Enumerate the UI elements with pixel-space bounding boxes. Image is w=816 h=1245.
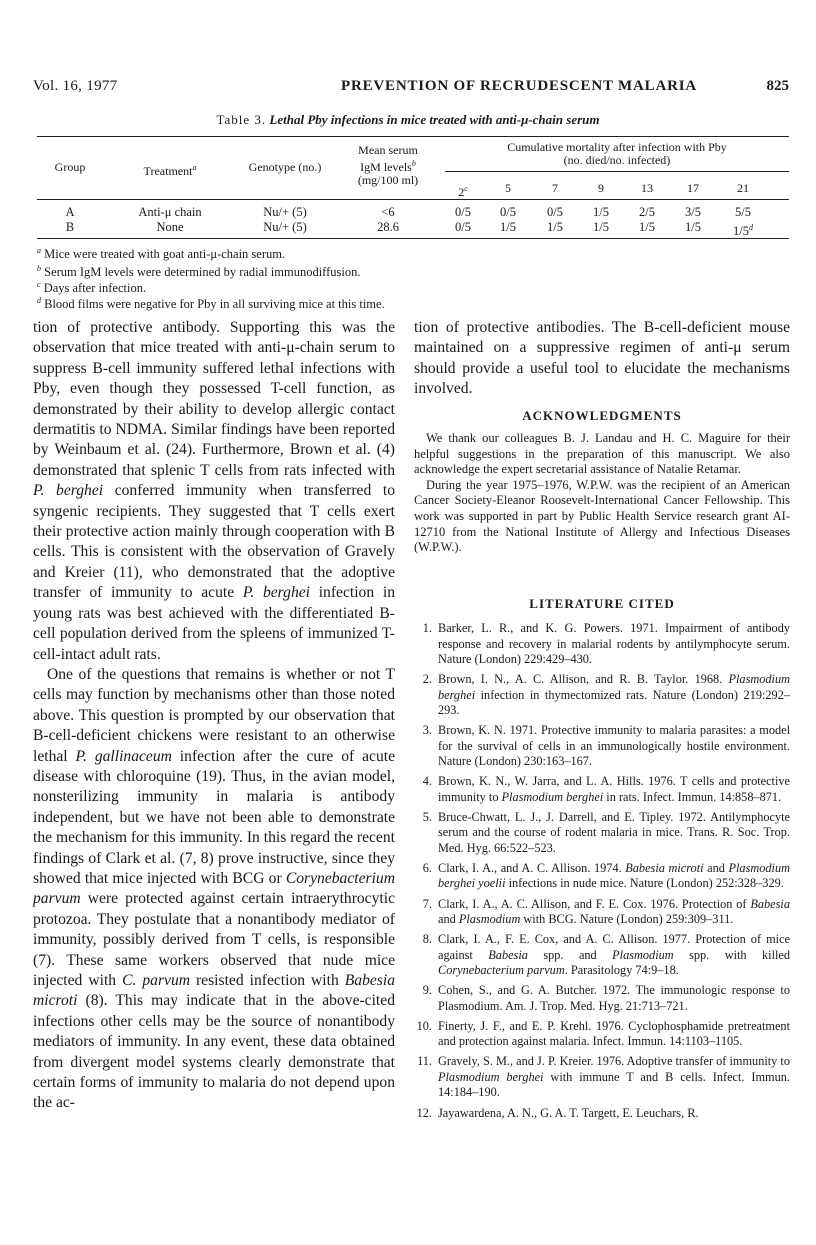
table-bottom-rule <box>37 238 789 239</box>
header-day: 21 <box>737 181 749 195</box>
reference-list <box>414 621 790 1126</box>
table-footnote: $^b$ Serum IgM levels were determined by radial immunodiffusion. <box>37 264 361 280</box>
reference-item: 11. Gravely, S. M., and J. P. Kreier. 1976. Adoptive transfer of immunity to Plasmodium berghei with immune T and B cells. Infect. Immun. 14:184–190. <box>417 1054 790 1100</box>
table-caption <box>0 112 816 128</box>
table-cell: 1/5 <box>639 220 655 234</box>
literature-heading: LITERATURE CITED <box>529 596 675 611</box>
table-footnote: $^d$ Blood films were negative for Pby in all surviving mice at this time. <box>37 296 385 312</box>
reference-item: 8. Clark, I. A., F. E. Cox, and A. C. Allison. 1977. Protection of mice against Babesia spp. and Plasmodium spp. with killed Corynebacterium parvum. Parasitology 74:9–18. <box>422 932 791 978</box>
table-header-rule <box>37 199 789 200</box>
reference-item: 10. Finerty, J. F., and E. P. Krehl. 1976. Cyclophosphamide pretreatment and protection against malaria. Infect. Immun. 14:1103–1105. <box>416 1018 790 1049</box>
body-paragraph: tion of protective antibody. Supporting this was the observation that mice treated with anti-μ-chain serum to suppress B-cell immunity suffered lethal infections with Pby, even though they possessed T-cell function, as demonstrated by their ability to develop allergic contact dermatitis to NDMA. Similar findings have been reported by Weinbaum et al. (24). Furthermore, Brown et al. (4) demonstrated that splenic T cells from rats infected with P. berghei conferred immunity when transferred to syngenic recipients. They suggested that T cells exert their protective action mainly through cooperation with B cells. This is consistent with the observation of Gravely and Kreier (11), who demonstrated that the adoptive transfer of immunity to acute P. berghei infection in young rats was best achieved with the differentiated B-cell population derived from the spleens of immunized T-cell-intact adult rats. <box>33 319 395 663</box>
reference-item: 3. Brown, K. N. 1971. Protective immunity to malaria parasites: a model for the survival of cells in an immunologically hostile environment. Nature (London) 230:163–167. <box>422 723 790 769</box>
header-group: Group <box>54 160 86 174</box>
page-number: 825 <box>766 78 789 94</box>
table-cell: None <box>156 220 184 234</box>
body-left-column <box>33 318 395 1114</box>
table-label: Table 3. <box>216 112 267 127</box>
header-day: 7 <box>552 181 558 195</box>
reference-item: 1. Barker, L. R., and K. G. Powers. 1971. Impairment of antibody response and recovery in malarial rodents by antilymphocyte serum. Nature (London) 229:429–430. <box>422 621 790 666</box>
mortality-subrule <box>445 171 789 172</box>
header-day: 17 <box>687 181 699 195</box>
table-cell: 1/5 <box>593 205 609 219</box>
table-title: Lethal Pby infections in mice treated with anti-μ-chain serum <box>269 112 600 127</box>
table-cell: 0/5 <box>547 205 563 219</box>
acknowledgments-text <box>414 431 790 556</box>
table-footnote: $^c$ Days after infection. <box>37 280 147 296</box>
reference-item: 12. Jayawardena, A. N., G. A. T. Targett, E. Leuchars, R. <box>416 1105 699 1120</box>
table-cell: 1/5 <box>500 220 516 234</box>
table-cell: 0/5 <box>455 220 471 234</box>
acknowledgments-paragraph: We thank our colleagues B. J. Landau and H. C. Maguire for their helpful suggestions in the preparation of this manuscript. We also acknowledge the expert secretarial assistance of Natalie Retamar. <box>414 431 790 477</box>
table-cell: 0/5 <box>455 205 471 219</box>
header-day: 13 <box>641 181 653 195</box>
running-header <box>33 78 789 100</box>
reference-item: 5. Bruce-Chwatt, L. J., J. Darrell, and E. Tipley. 1972. Antilymphocyte serum and the course of rodent malaria in mice. Trans. R. Soc. Trop. Med. Hyg. 66:522–523. <box>422 809 790 855</box>
body-paragraph: tion of protective antibodies. The B-cell-deficient mouse maintained on a suppressive regimen of anti-μ serum should provide a useful tool to elucidate the mechanisms involved. <box>414 319 790 398</box>
header-mortality: Cumulative mortality after infection with Pby (no. died/no. infected) <box>507 140 727 167</box>
table-cell: 28.6 <box>377 220 399 234</box>
body-right-column <box>414 318 790 400</box>
table-cell: 5/5 <box>735 205 751 219</box>
table-cell: Nu/+ (5) <box>263 220 307 234</box>
table-footnote: $^a$ Mice were treated with goat anti-μ-chain serum. <box>37 246 286 262</box>
table-cell: 1/5 <box>547 220 563 234</box>
body-paragraph: One of the questions that remains is whether or not T cells may function by mechanisms other than those noted above. This question is prompted by our observation that B-cell-deficient chickens were resistant to an otherwise lethal P. gallinaceum infection after the cure of acute disease with chloroquine (19). Thus, in the avian model, nonsterilizing immunity in malaria is antibody independent, but we have not been able to demonstrate the mechanism for this immunity. In this regard the recent findings of Clark et al. (7, 8) prove instructive, since they showed that mice injected with BCG or Corynebacterium parvum were protected against certain intraerythrocytic protozoa. They postulate that a nonantibody mediator of immunity, possibly derived from T cells, is responsible (7). These same workers observed that nude mice injected with C. parvum resisted infection with Babesia microti (8). This may indicate that in the above-cited infections other cells may be the source of nonantibody mediators of immunity. In any event, these data obtained from divergent model systems clearly demonstrate that certain forms of immunity to malaria do not depend upon the ac- <box>33 665 395 1112</box>
acknowledgments-heading: ACKNOWLEDGMENTS <box>522 408 682 423</box>
reference-item: 2. Brown, I. N., A. C. Allison, and R. B. Taylor. 1968. Plasmodium berghei infection in thymectomized rats. Nature (London) 219:292–293. <box>422 672 790 718</box>
volume-label: Vol. 16, 1977 <box>33 78 118 94</box>
header-day: 2$^c$ <box>458 184 468 199</box>
running-title: PREVENTION OF RECRUDESCENT MALARIA <box>341 78 697 94</box>
table-cell: <6 <box>381 205 395 219</box>
table-top-rule <box>37 136 789 137</box>
table-cell: 3/5 <box>685 205 701 219</box>
table-cell: 2/5 <box>639 205 655 219</box>
reference-item: 6. Clark, I. A., and A. C. Allison. 1974. Babesia microti and Plasmodium berghei yoelii infections in nude mice. Nature (London) 252:328–329. <box>422 860 790 891</box>
table-cell: B <box>65 220 75 234</box>
reference-item: 7. Clark, I. A., A. C. Allison, and F. E. Cox. 1976. Protection of Babesia and Plasmodium with BCG. Nature (London) 259:309–311. <box>422 896 790 927</box>
reference-item: 4. Brown, K. N., W. Jarra, and L. A. Hills. 1976. T cells and protective immunity to Plasmodium berghei in rats. Infect. Immun. 14:858–871. <box>422 774 790 804</box>
table-cell: A <box>65 205 75 219</box>
acknowledgments-paragraph: During the year 1975–1976, W.P.W. was the recipient of an American Cancer Society-Eleanor Roosevelt-International Cancer Fellowship. This work was supported in part by Public Health Service research grant AI-12710 from the National Institute of Allergy and Infectious Diseases (W.P.W.). <box>414 477 790 555</box>
reference-item: 9. Cohen, S., and G. A. Butcher. 1972. The immunologic response to Plasmodium. Am. J. Trop. Med. Hyg. 21:713–721. <box>422 983 790 1013</box>
table-cell: Nu/+ (5) <box>263 205 307 219</box>
table-cell: 1/5$^d$ <box>733 223 753 239</box>
header-day: 5 <box>505 181 511 195</box>
header-genotype: Genotype (no.) <box>248 160 322 174</box>
table-cell: 1/5 <box>593 220 609 234</box>
header-day: 9 <box>598 181 604 195</box>
table-cell: 1/5 <box>685 220 701 234</box>
header-treatment: Treatment$^a$ <box>143 163 197 178</box>
table-cell: Anti-μ chain <box>138 205 202 219</box>
header-igm: Mean serum IgM levels$^b$ (mg/100 ml) <box>357 143 419 187</box>
table-cell: 0/5 <box>500 205 516 219</box>
